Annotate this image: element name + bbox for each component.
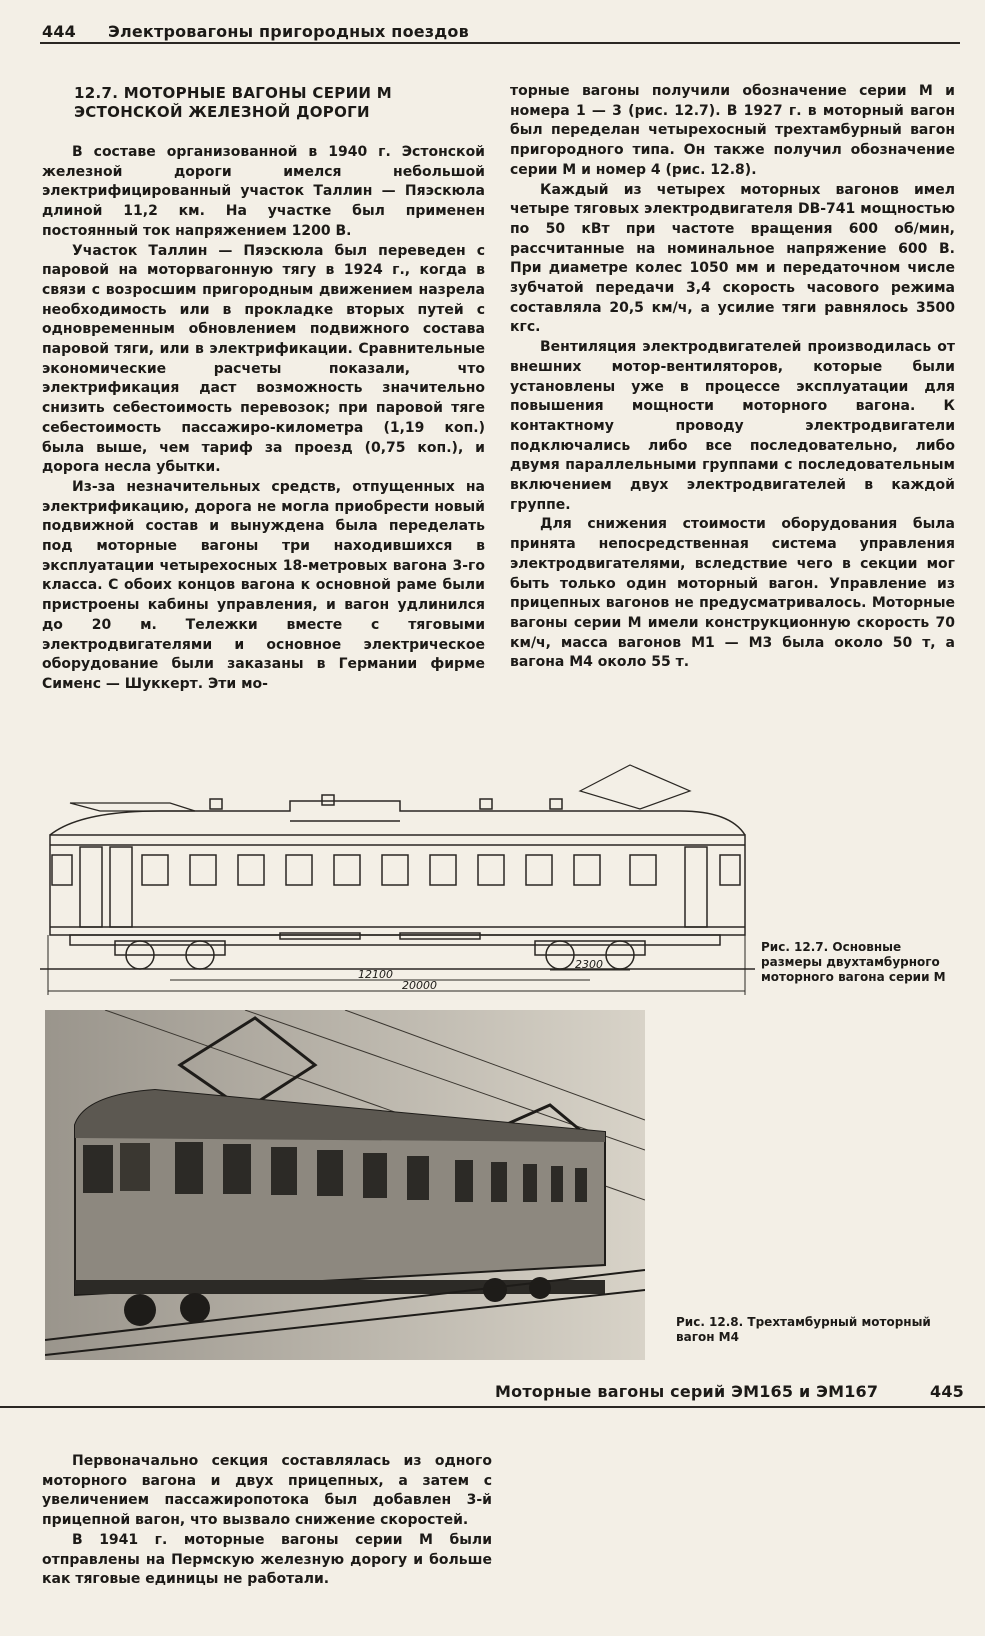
paragraph: Из-за незначительных средств, отпущенных на электрификацию, дорога не могла приобрести новый подвижной состав и вынуждена была переделать под моторные вагоны три находившихся в эксплуатации четырехосных 18-метровых вагона 3-го класса. С обоих концов вагона к основной раме были пристроены кабины управления, и вагон удлинился до 20 м. Тележки вместе с тяговыми электродвигателями и основное электрическое оборудование были заказаны в Германии фирме Сименс — Шуккерт. Эти мо- bbox=[42, 478, 485, 692]
paragraph: Участок Таллин — Пяэскюла был переведен с паровой на моторвагонную тягу в 1924 г., когда в связи с возросшим пригородным движением назрела необходимость или в прокладке вторых путей с одновременным обновлением подвижного состава паровой тяги, или в электрификации. Сравнительные экономические расчеты показали, что электрификация даст возможность значительно снизить себестоимость перевозок; при паровой тяге себестоимость пассажиро-километра (1,19 коп.) была выше, чем тариф за проезд (0,75 коп.), и дорога несла убытки. bbox=[42, 242, 485, 476]
page-445-column bbox=[42, 1452, 492, 1590]
figure-caption bbox=[761, 940, 961, 985]
car-photo-illustration bbox=[45, 1010, 645, 1360]
caption-text: Трехтамбурный моторный вагон М4 bbox=[676, 1315, 931, 1344]
running-title: Моторные вагоны серий ЭМ165 и ЭМ167 bbox=[495, 1382, 879, 1401]
section-title bbox=[74, 84, 392, 122]
figure-12-8-photo bbox=[45, 1010, 645, 1360]
paragraph: Первоначально секция составлялась из одного моторного вагона и двух прицепных, а затем с увеличением пассажиропотока был добавлен 3-й прицепной вагон, что вызвало снижение скоростей. bbox=[42, 1453, 492, 1529]
section-title-line-2: ЭСТОНСКОЙ ЖЕЛЕЗНОЙ ДОРОГИ bbox=[74, 103, 370, 121]
header-rule bbox=[0, 1406, 985, 1408]
section-title-line-1: 12.7. МОТОРНЫЕ ВАГОНЫ СЕРИИ М bbox=[74, 84, 393, 102]
car-dimension-drawing bbox=[40, 755, 760, 995]
paragraph: Каждый из четырех моторных вагонов имел четыре тяговых электродвигателя DB-741 мощностью по 50 кВт при частоте вращения 600 об/мин, рассчитанные на номинальное напряжение 600 В. При диаметре колес 1050 мм и передаточном числе зубчатой передачи 3,4 скорость часового режима составляла 20,5 км/ч, а усилие тяги равнялось 3500 кгс. bbox=[510, 181, 955, 336]
caption-label: Рис. 12.7. bbox=[761, 940, 829, 954]
right-column bbox=[510, 82, 955, 673]
caption-text: Основные размеры двухтамбурного моторного вагона серии М bbox=[761, 940, 946, 984]
caption-label: Рис. 12.8. bbox=[676, 1315, 744, 1329]
paragraph: В 1941 г. моторные вагоны серии М были отправлены на Пермскую железную дорогу и больше как тяговые единицы не работали. bbox=[42, 1531, 492, 1588]
paragraph: В составе организованной в 1940 г. Эстонской железной дороги имелся небольшой электрифицированный участок Таллин — Пяэскюла длиной 11,2 км. На участке был применен постоянный ток напряжением 1200 В. bbox=[42, 144, 485, 239]
page-number: 445 bbox=[930, 1382, 964, 1401]
figure-caption bbox=[676, 1315, 961, 1345]
dimension-label: 12100 bbox=[358, 968, 393, 981]
paragraph: Для снижения стоимости оборудования была принята непосредственная система управления электродвигателями, вследствие чего в секции мог быть только один моторный вагон. Управление из прицепных вагонов не предусматривалось. Моторные вагоны серии М имели конструкционную скорость 70 км/ч, масса вагонов М1 — М3 была около 50 т, а вагона М4 около 55 т. bbox=[510, 516, 955, 671]
left-column bbox=[42, 143, 485, 695]
figure-12-7 bbox=[40, 755, 760, 995]
dimension-label: 20000 bbox=[402, 979, 437, 992]
paragraph: Вентиляция электродвигателей производилась от внешних мотор-вентиляторов, которые были установлены уже в процессе эксплуатации для повышения мощности моторного вагона. К контактному проводу электродвигатели подключались либо все последовательно, либо двумя параллельными группами с последовательным включением двух электродвигателей в каждой группе. bbox=[510, 339, 955, 513]
paragraph: торные вагоны получили обозначение серии М и номера 1 — 3 (рис. 12.7). В 1927 г. в моторный вагон был переделан четырехосный трехтамбурный вагон пригородного типа. Он также получил обозначение серии М и номер 4 (рис. 12.8). bbox=[510, 83, 955, 178]
page-number: 444 bbox=[42, 22, 76, 41]
running-title: Электровагоны пригородных поездов bbox=[108, 22, 469, 41]
dimension-label: 2300 bbox=[575, 958, 603, 971]
header-rule bbox=[40, 42, 960, 44]
